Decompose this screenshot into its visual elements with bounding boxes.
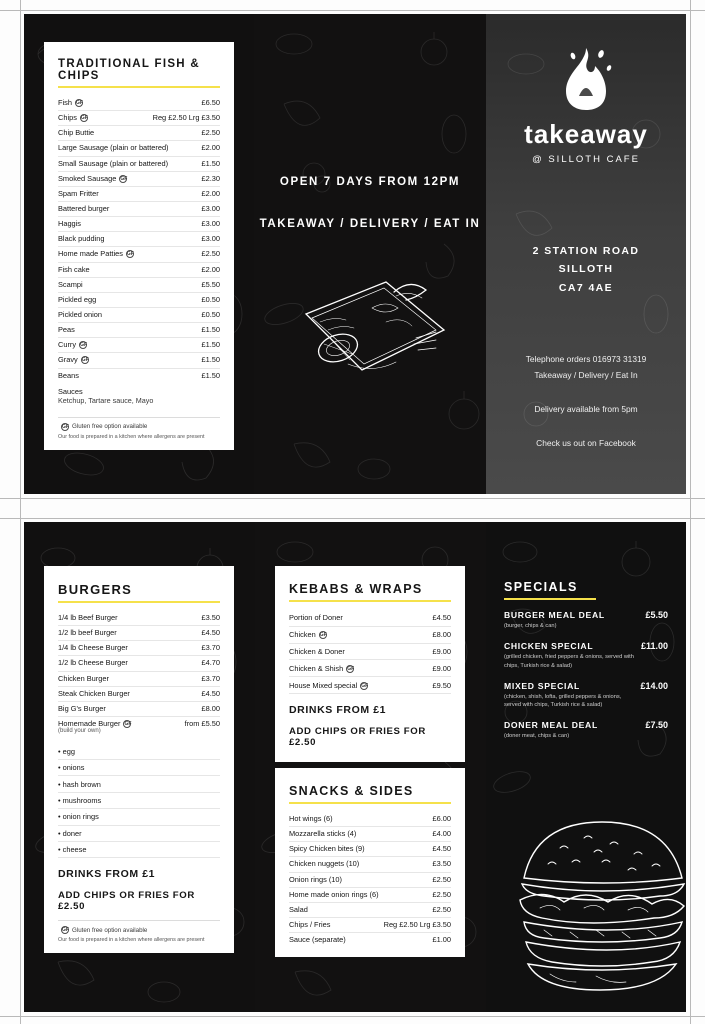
panel-brand bbox=[486, 14, 686, 494]
menu-item-row bbox=[289, 888, 451, 903]
burger-promo-2: ADD CHIPS OR FRIES FOR £2.50 bbox=[58, 890, 195, 913]
panel-kebabs-snacks bbox=[255, 522, 486, 1012]
menu-item-row bbox=[58, 263, 220, 278]
item-name: House Mixed special GF bbox=[289, 680, 369, 690]
menu-item-row bbox=[58, 126, 220, 141]
item-price: £4.00 bbox=[432, 829, 451, 839]
item-price: £1.50 bbox=[201, 158, 220, 168]
menu-item-row bbox=[58, 338, 220, 353]
item-name: 1/2 lb Cheese Burger bbox=[58, 659, 128, 668]
gluten-free-icon: GF bbox=[361, 682, 369, 689]
gluten-free-icon: GF bbox=[80, 115, 88, 122]
menu-item-row bbox=[58, 293, 220, 308]
leaflet-side-a bbox=[24, 14, 686, 494]
item-name: Chicken GF bbox=[289, 630, 327, 640]
address-line-3: CA7 4AE bbox=[558, 281, 614, 294]
item-name: Chips / Fries bbox=[289, 920, 331, 929]
panel-hero bbox=[254, 14, 486, 494]
menu-item-row bbox=[58, 202, 220, 217]
special-item bbox=[504, 720, 668, 740]
special-description: (doner meat, chips & can) bbox=[504, 733, 570, 740]
item-price: £3.00 bbox=[201, 234, 220, 244]
trim-mark bbox=[0, 1016, 705, 1017]
brand-contact bbox=[486, 352, 686, 452]
item-name: Hot wings (6) bbox=[289, 815, 333, 823]
item-name: 1/4 lb Cheese Burger bbox=[58, 644, 128, 653]
service-line: Takeaway / Delivery / Eat In bbox=[534, 369, 638, 380]
menu-item-row bbox=[58, 217, 220, 232]
card-snacks bbox=[275, 768, 465, 957]
section-title-specials: SPECIALS bbox=[504, 580, 578, 594]
sauces-label: Sauces bbox=[58, 386, 83, 396]
special-header bbox=[504, 720, 668, 730]
kebab-promo-1: DRINKS FROM £1 bbox=[289, 704, 387, 717]
item-name: Salad bbox=[289, 905, 308, 914]
menu-item-row bbox=[58, 308, 220, 323]
vegetable-pattern bbox=[254, 14, 486, 494]
item-price: £4.50 bbox=[432, 613, 451, 623]
item-price: £1.00 bbox=[432, 935, 451, 945]
panel-specials bbox=[486, 522, 686, 1012]
burger-promo-1: DRINKS FROM £1 bbox=[58, 868, 156, 881]
delivery-line: Delivery available from 5pm bbox=[534, 403, 638, 414]
item-name: Onion rings (10) bbox=[289, 875, 342, 884]
menu-item-row bbox=[58, 278, 220, 293]
fish-and-chips-illustration bbox=[276, 252, 466, 402]
menu-item-row bbox=[58, 687, 220, 702]
traditional-item-list bbox=[58, 96, 220, 383]
item-price: £1.50 bbox=[201, 370, 220, 380]
special-name: DONER MEAL DEAL bbox=[504, 720, 598, 731]
menu-item-row bbox=[58, 157, 220, 172]
accent-rule bbox=[289, 802, 451, 804]
menu-item-row bbox=[289, 933, 451, 947]
item-price: from £5.50 bbox=[184, 718, 220, 728]
menu-item-row bbox=[58, 353, 220, 368]
item-price: £8.00 bbox=[432, 630, 451, 640]
address-line-1: 2 STATION ROAD bbox=[532, 245, 640, 257]
menu-item-row bbox=[289, 903, 451, 918]
menu-item-row bbox=[289, 918, 451, 933]
item-price: £2.50 bbox=[432, 889, 451, 899]
item-name: Scampi bbox=[58, 280, 83, 289]
burger-topping-item: • mushrooms bbox=[58, 793, 220, 809]
menu-item-row bbox=[289, 627, 451, 644]
item-name: Beans bbox=[58, 371, 79, 380]
item-subtext: (build your own) bbox=[58, 728, 101, 735]
accent-rule bbox=[58, 86, 220, 88]
special-description: (grilled chicken, fried peppers & onions, served with chips, Turkish rice & salad) bbox=[504, 654, 634, 669]
menu-item-row bbox=[289, 610, 451, 627]
brand-subtitle: @ SILLOTH CAFE bbox=[532, 154, 640, 165]
item-price: £3.70 bbox=[201, 643, 220, 653]
menu-item-row bbox=[58, 672, 220, 687]
special-header bbox=[504, 681, 668, 691]
special-header bbox=[504, 641, 668, 651]
gluten-free-note bbox=[58, 926, 220, 934]
item-price: £4.50 bbox=[201, 688, 220, 698]
gluten-free-icon: GF bbox=[81, 357, 89, 364]
menu-item-row bbox=[289, 812, 451, 827]
card-burgers bbox=[44, 566, 234, 953]
menu-item-row bbox=[58, 232, 220, 247]
special-description: (chicken, shish, lofta, grilled peppers & onions, served with chips, Turkish rice & salad) bbox=[504, 693, 622, 709]
special-price: £7.50 bbox=[645, 720, 668, 731]
special-name: BURGER MEAL DEAL bbox=[504, 610, 605, 620]
menu-item-row bbox=[289, 660, 451, 677]
section-title-burgers: BURGERS bbox=[58, 582, 133, 597]
item-name: Spam Fritter bbox=[58, 189, 99, 198]
gluten-free-icon: GF bbox=[62, 423, 69, 430]
item-price: £2.00 bbox=[201, 143, 220, 153]
item-price: £9.50 bbox=[432, 680, 451, 690]
item-name: Black pudding bbox=[58, 235, 105, 244]
leaflet-side-b bbox=[24, 522, 686, 1012]
item-price: Reg £2.50 Lrg £3.50 bbox=[152, 113, 220, 123]
menu-item-row bbox=[289, 644, 451, 661]
footnote-traditional bbox=[58, 417, 220, 440]
gluten-free-text: Gluten free option available bbox=[72, 423, 148, 431]
item-price: £6.50 bbox=[201, 98, 220, 107]
item-name: Homemade Burger GF (build your own) bbox=[58, 720, 179, 735]
item-name: Chicken Burger bbox=[58, 674, 109, 683]
special-item bbox=[504, 610, 668, 630]
item-price: £2.30 bbox=[201, 173, 220, 183]
section-title-kebabs: KEBABS & WRAPS bbox=[289, 582, 423, 596]
item-price: £2.50 bbox=[432, 904, 451, 914]
item-name: Chips GF bbox=[58, 114, 88, 123]
item-price: Reg £2.50 Lrg £3.50 bbox=[383, 919, 451, 929]
section-title-snacks: SNACKS & SIDES bbox=[289, 784, 414, 798]
special-name: CHICKEN SPECIAL bbox=[504, 641, 594, 652]
facebook-line: Check us out on Facebook bbox=[536, 437, 636, 448]
item-name: Fish cake bbox=[58, 265, 90, 274]
item-price: £6.00 bbox=[432, 814, 451, 823]
sauces-list: Ketchup, Tartare sauce, Mayo bbox=[58, 395, 154, 405]
special-item bbox=[504, 681, 668, 710]
gluten-free-note bbox=[58, 423, 220, 431]
gluten-free-icon: GF bbox=[62, 927, 69, 934]
item-price: £5.50 bbox=[201, 279, 220, 289]
item-name: 1/2 lb beef Burger bbox=[58, 629, 117, 638]
item-price: £3.70 bbox=[201, 673, 220, 683]
menu-item-row bbox=[58, 111, 220, 126]
item-price: £2.00 bbox=[201, 188, 220, 198]
accent-rule bbox=[289, 600, 451, 602]
menu-item-row bbox=[58, 717, 220, 738]
gluten-free-icon: GF bbox=[120, 175, 128, 182]
allergen-note: Our food is prepared in a kitchen where allergens are present bbox=[58, 937, 205, 944]
menu-item-row bbox=[58, 611, 220, 626]
footnote-burgers bbox=[58, 920, 220, 943]
item-price: £9.00 bbox=[432, 663, 451, 673]
kebab-promo-2: ADD CHIPS OR FRIES FOR £2.50 bbox=[289, 726, 426, 749]
item-price: £0.50 bbox=[201, 294, 220, 304]
gluten-free-icon: GF bbox=[319, 632, 327, 639]
gluten-free-text: Gluten free option available bbox=[72, 926, 148, 934]
item-name: Pickled onion bbox=[58, 310, 102, 319]
burger-topping-item: • hash brown bbox=[58, 776, 220, 792]
item-name: Mozzarella sticks (4) bbox=[289, 830, 357, 839]
item-name: Chicken & Shish GF bbox=[289, 663, 355, 673]
item-name: Pickled egg bbox=[58, 295, 97, 304]
snack-item-list bbox=[289, 812, 451, 947]
item-name: Haggis bbox=[58, 220, 82, 229]
menu-item-row bbox=[58, 96, 220, 111]
item-price: £3.50 bbox=[201, 613, 220, 622]
menu-item-row bbox=[289, 857, 451, 872]
trim-mark bbox=[690, 0, 691, 1024]
burger-topping-item: • cheese bbox=[58, 842, 220, 858]
gluten-free-icon: GF bbox=[124, 721, 132, 728]
item-name: Spicy Chicken bites (9) bbox=[289, 845, 365, 854]
brand-title: takeaway bbox=[524, 119, 648, 149]
accent-rule bbox=[504, 598, 596, 600]
item-price: £3.50 bbox=[432, 859, 451, 869]
item-name: Fish GF bbox=[58, 99, 83, 107]
menu-item-row bbox=[58, 702, 220, 717]
menu-item-row bbox=[58, 247, 220, 262]
flame-icon bbox=[551, 44, 621, 112]
phone-line: Telephone orders 016973 31319 bbox=[525, 354, 647, 364]
trim-mark bbox=[0, 10, 705, 11]
item-price: £3.00 bbox=[201, 219, 220, 229]
item-name: Home made Patties GF bbox=[58, 250, 134, 259]
item-name: Chicken & Doner bbox=[289, 647, 345, 656]
panel-burgers bbox=[24, 522, 255, 1012]
panel-traditional bbox=[24, 14, 254, 494]
brand-logo bbox=[486, 44, 686, 165]
item-name: Big G's Burger bbox=[58, 704, 106, 713]
menu-item-row bbox=[58, 641, 220, 656]
burger-topping-item: • onions bbox=[58, 760, 220, 776]
specials-item-list bbox=[504, 610, 668, 741]
item-price: £2.50 bbox=[201, 128, 220, 138]
item-price: £8.00 bbox=[201, 703, 220, 713]
item-name: Chicken nuggets (10) bbox=[289, 860, 360, 869]
trim-mark bbox=[0, 518, 705, 519]
trim-mark bbox=[0, 498, 705, 499]
item-name: Curry GF bbox=[58, 341, 88, 350]
special-header bbox=[504, 610, 668, 620]
hero-line-2: TAKEAWAY / DELIVERY / EAT IN bbox=[259, 218, 481, 230]
menu-item-row bbox=[58, 323, 220, 338]
item-price: £4.50 bbox=[432, 844, 451, 854]
card-traditional bbox=[44, 42, 234, 450]
trim-mark bbox=[20, 0, 21, 1024]
menu-item-row bbox=[289, 873, 451, 888]
special-price: £11.00 bbox=[640, 641, 668, 652]
gluten-free-icon: GF bbox=[80, 342, 88, 349]
menu-item-row bbox=[58, 369, 220, 383]
item-price: £3.00 bbox=[201, 203, 220, 213]
item-name: Portion of Doner bbox=[289, 613, 343, 623]
gluten-free-icon: GF bbox=[75, 100, 83, 107]
menu-item-row bbox=[289, 677, 451, 694]
item-price: £2.50 bbox=[201, 249, 220, 259]
menu-item-row bbox=[58, 141, 220, 156]
item-name: Smoked Sausage GF bbox=[58, 174, 128, 183]
kebab-item-list bbox=[289, 610, 451, 694]
special-name: MIXED SPECIAL bbox=[504, 680, 580, 691]
address-line-2: SILLOTH bbox=[558, 263, 614, 276]
item-price: £1.50 bbox=[201, 325, 220, 335]
section-title-traditional: TRADITIONAL FISH & CHIPS bbox=[58, 58, 201, 82]
item-name: Steak Chicken Burger bbox=[58, 689, 130, 698]
menu-item-row bbox=[289, 842, 451, 857]
item-price: £2.00 bbox=[201, 264, 220, 274]
accent-rule bbox=[58, 601, 220, 603]
menu-item-row bbox=[58, 172, 220, 187]
special-price: £14.00 bbox=[640, 680, 668, 691]
burger-topping-item: • egg bbox=[58, 744, 220, 760]
burger-toppings-list bbox=[58, 744, 220, 859]
item-name: Battered burger bbox=[58, 204, 110, 213]
menu-item-row bbox=[58, 626, 220, 641]
gluten-free-icon: GF bbox=[347, 665, 355, 672]
item-name: Gravy GF bbox=[58, 356, 89, 365]
item-price: £9.00 bbox=[432, 647, 451, 656]
hero-line-1: OPEN 7 DAYS FROM 12PM bbox=[279, 176, 461, 188]
menu-item-row bbox=[289, 827, 451, 842]
brand-address bbox=[486, 242, 686, 297]
item-price: £1.50 bbox=[201, 340, 220, 350]
special-price: £5.50 bbox=[645, 610, 668, 620]
item-name: 1/4 lb Beef Burger bbox=[58, 614, 118, 622]
burger-illustration bbox=[510, 804, 686, 1000]
menu-item-row bbox=[58, 187, 220, 202]
item-price: £2.50 bbox=[432, 874, 451, 884]
gluten-free-icon: GF bbox=[126, 251, 134, 258]
special-description: (burger, chips & can) bbox=[504, 623, 557, 629]
item-price: £4.50 bbox=[201, 628, 220, 638]
burger-topping-item: • onion rings bbox=[58, 809, 220, 825]
card-kebabs bbox=[275, 566, 465, 762]
burger-item-list bbox=[58, 611, 220, 738]
burger-topping-item: • doner bbox=[58, 826, 220, 842]
item-price: £1.50 bbox=[201, 355, 220, 365]
item-name: Home made onion rings (6) bbox=[289, 890, 379, 899]
allergen-note: Our food is prepared in a kitchen where allergens are present bbox=[58, 433, 205, 440]
item-name: Large Sausage (plain or battered) bbox=[58, 144, 169, 153]
special-item bbox=[504, 641, 668, 670]
item-name: Chip Buttie bbox=[58, 129, 95, 138]
item-price: £4.70 bbox=[201, 658, 220, 668]
item-name: Small Sausage (plain or battered) bbox=[58, 159, 169, 168]
specials-block bbox=[504, 580, 668, 752]
item-name: Peas bbox=[58, 326, 75, 335]
item-price: £0.50 bbox=[201, 309, 220, 319]
item-name: Sauce (separate) bbox=[289, 936, 346, 945]
menu-item-row bbox=[58, 656, 220, 671]
